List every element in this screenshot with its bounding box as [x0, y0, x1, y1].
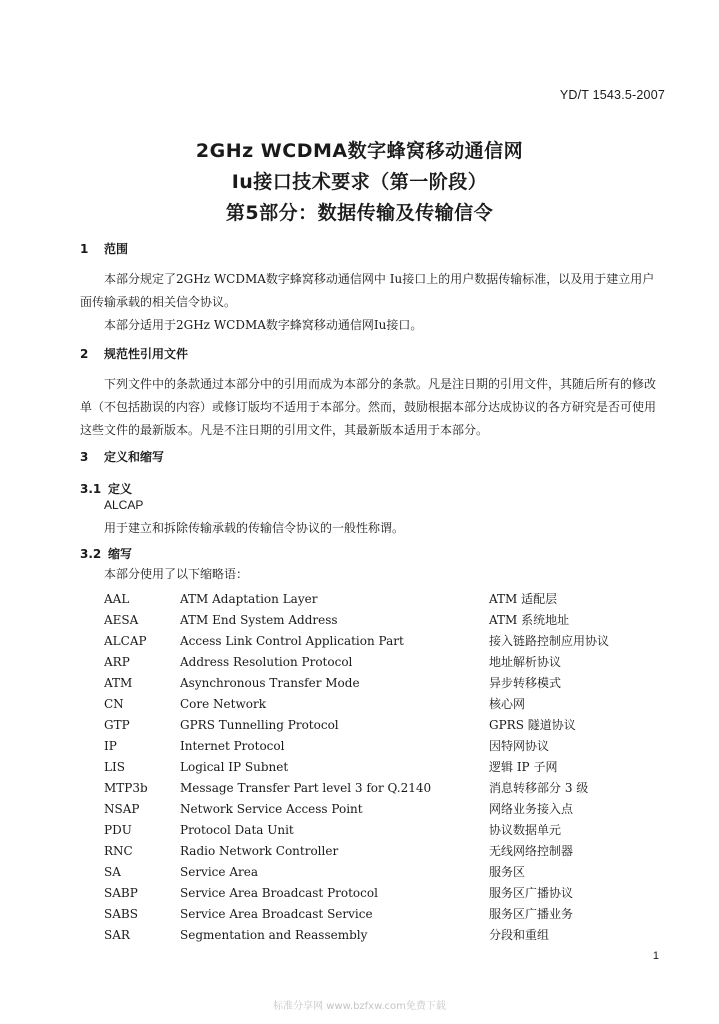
chinese-cell: ATM 适配层 [489, 592, 558, 606]
english-cell: Core Network [180, 697, 266, 711]
standard-code: YD/T 1543.5-2007 [559, 88, 665, 102]
table-row [104, 673, 644, 694]
table-row [104, 925, 644, 946]
section-3-title: 定义和缩写 [104, 450, 165, 464]
section-3-1-heading [80, 480, 132, 497]
chinese-cell: 地址解析协议 [489, 655, 562, 669]
abbr-cell: SABP [104, 886, 138, 900]
english-cell: Internet Protocol [180, 739, 285, 753]
abbreviations-intro: 本部分使用了以下缩略语： [104, 567, 249, 581]
section-1-number: 1 [80, 242, 89, 256]
title-line-2: Iu接口技术要求（第一阶段） [231, 171, 488, 193]
section-3-number: 3 [80, 450, 89, 464]
section-2-paragraph: 下列文件中的条款通过本部分中的引用而成为本部分的条款。凡是注日期的引用文件，其随后所有的修改单（不包括勘误的内容）或修订版均不适用于本部分。然而，鼓励根据本部分达成协议的各方研究是否可使用这些文件的最新版本。凡是不注日期的引用文件，其最新版本适用于本部分。 [80, 377, 657, 437]
section-3-heading [80, 448, 164, 465]
abbr-cell: NSAP [104, 802, 140, 816]
abbr-cell: IP [104, 739, 117, 753]
chinese-cell: 服务区广播业务 [489, 907, 574, 921]
english-cell: Segmentation and Reassembly [180, 928, 368, 942]
section-3-2-title: 缩写 [108, 547, 133, 561]
table-row [104, 589, 644, 610]
english-cell: Protocol Data Unit [180, 823, 294, 837]
section-1-paragraph-2: 本部分适用于2GHz WCDMA数字蜂窝移动通信网Iu接口。 [104, 318, 423, 332]
english-cell: Network Service Access Point [180, 802, 363, 816]
chinese-cell: GPRS 隧道协议 [489, 718, 576, 732]
table-row [104, 820, 644, 841]
abbr-cell: GTP [104, 718, 130, 732]
chinese-cell: 接入链路控制应用协议 [489, 634, 610, 648]
chinese-cell: 服务区 [489, 865, 526, 879]
english-cell: Service Area Broadcast Service [180, 907, 373, 921]
table-row [104, 904, 644, 925]
abbr-cell: LIS [104, 760, 125, 774]
abbr-cell: ATM [104, 676, 133, 690]
abbr-cell: ARP [104, 655, 130, 669]
section-2-number: 2 [80, 347, 89, 361]
table-row [104, 883, 644, 904]
section-3-2-heading [80, 545, 132, 562]
section-1-title: 范围 [104, 242, 129, 256]
abbr-cell: ALCAP [104, 634, 147, 648]
term-definition: 用于建立和拆除传输承载的传输信令协议的一般性称谓。 [104, 521, 405, 535]
english-cell: ATM End System Address [180, 613, 338, 627]
chinese-cell: 因特网协议 [489, 739, 550, 753]
english-cell: Message Transfer Part level 3 for Q.2140 [180, 781, 432, 795]
chinese-cell: 无线网络控制器 [489, 844, 574, 858]
english-cell: GPRS Tunnelling Protocol [180, 718, 339, 732]
table-row [104, 862, 644, 883]
english-cell: Logical IP Subnet [180, 760, 289, 774]
english-cell: Service Area Broadcast Protocol [180, 886, 378, 900]
title-line-1: 2GHz WCDMA数字蜂窝移动通信网 [195, 140, 524, 162]
table-row [104, 778, 644, 799]
table-row [104, 757, 644, 778]
english-cell: Access Link Control Application Part [180, 634, 404, 648]
table-row [104, 694, 644, 715]
chinese-cell: 消息转移部分 3 级 [489, 781, 589, 795]
chinese-cell: 异步转移模式 [489, 676, 562, 690]
chinese-cell: 服务区广播协议 [489, 886, 574, 900]
abbr-cell: AAL [104, 592, 130, 606]
section-2-heading [80, 345, 188, 362]
abbr-cell: SAR [104, 928, 130, 942]
title-line-3: 第5部分：数据传输及传输信令 [225, 202, 494, 224]
section-3-2-number: 3.2 [80, 547, 102, 561]
english-cell: Asynchronous Transfer Mode [180, 676, 360, 690]
table-row [104, 631, 644, 652]
abbr-cell: RNC [104, 844, 133, 858]
table-row [104, 715, 644, 736]
defined-term: ALCAP [104, 498, 144, 512]
chinese-cell: 协议数据单元 [489, 823, 562, 837]
chinese-cell: 核心网 [489, 697, 526, 711]
abbr-cell: MTP3b [104, 781, 148, 795]
table-row [104, 736, 644, 757]
abbreviation-table [104, 589, 644, 946]
abbr-cell: PDU [104, 823, 132, 837]
english-cell: Address Resolution Protocol [180, 655, 353, 669]
section-2-title: 规范性引用文件 [104, 347, 189, 361]
section-1-paragraph-1: 本部分规定了2GHz WCDMA数字蜂窝移动通信网中 Iu接口上的用户数据传输标准，以及用于建立用户面传输承载的相关信令协议。 [80, 272, 655, 309]
chinese-cell: 逻辑 IP 子网 [489, 760, 558, 774]
chinese-cell: 分段和重组 [489, 928, 550, 942]
section-3-1-title: 定义 [108, 482, 133, 496]
chinese-cell: ATM 系统地址 [489, 613, 570, 627]
section-1-heading [80, 240, 128, 257]
chinese-cell: 网络业务接入点 [489, 802, 574, 816]
table-row [104, 841, 644, 862]
abbr-cell: AESA [104, 613, 139, 627]
table-row [104, 799, 644, 820]
page-number: 1 [652, 950, 659, 962]
footer-watermark: 标准分享网 www.bzfxw.com免费下载 [273, 1001, 446, 1012]
abbr-cell: SA [104, 865, 121, 879]
abbr-cell: CN [104, 697, 124, 711]
english-cell: Service Area [180, 865, 258, 879]
section-3-1-number: 3.1 [80, 482, 102, 496]
english-cell: Radio Network Controller [180, 844, 339, 858]
table-row [104, 610, 644, 631]
table-row [104, 652, 644, 673]
abbr-cell: SABS [104, 907, 138, 921]
english-cell: ATM Adaptation Layer [180, 592, 318, 606]
